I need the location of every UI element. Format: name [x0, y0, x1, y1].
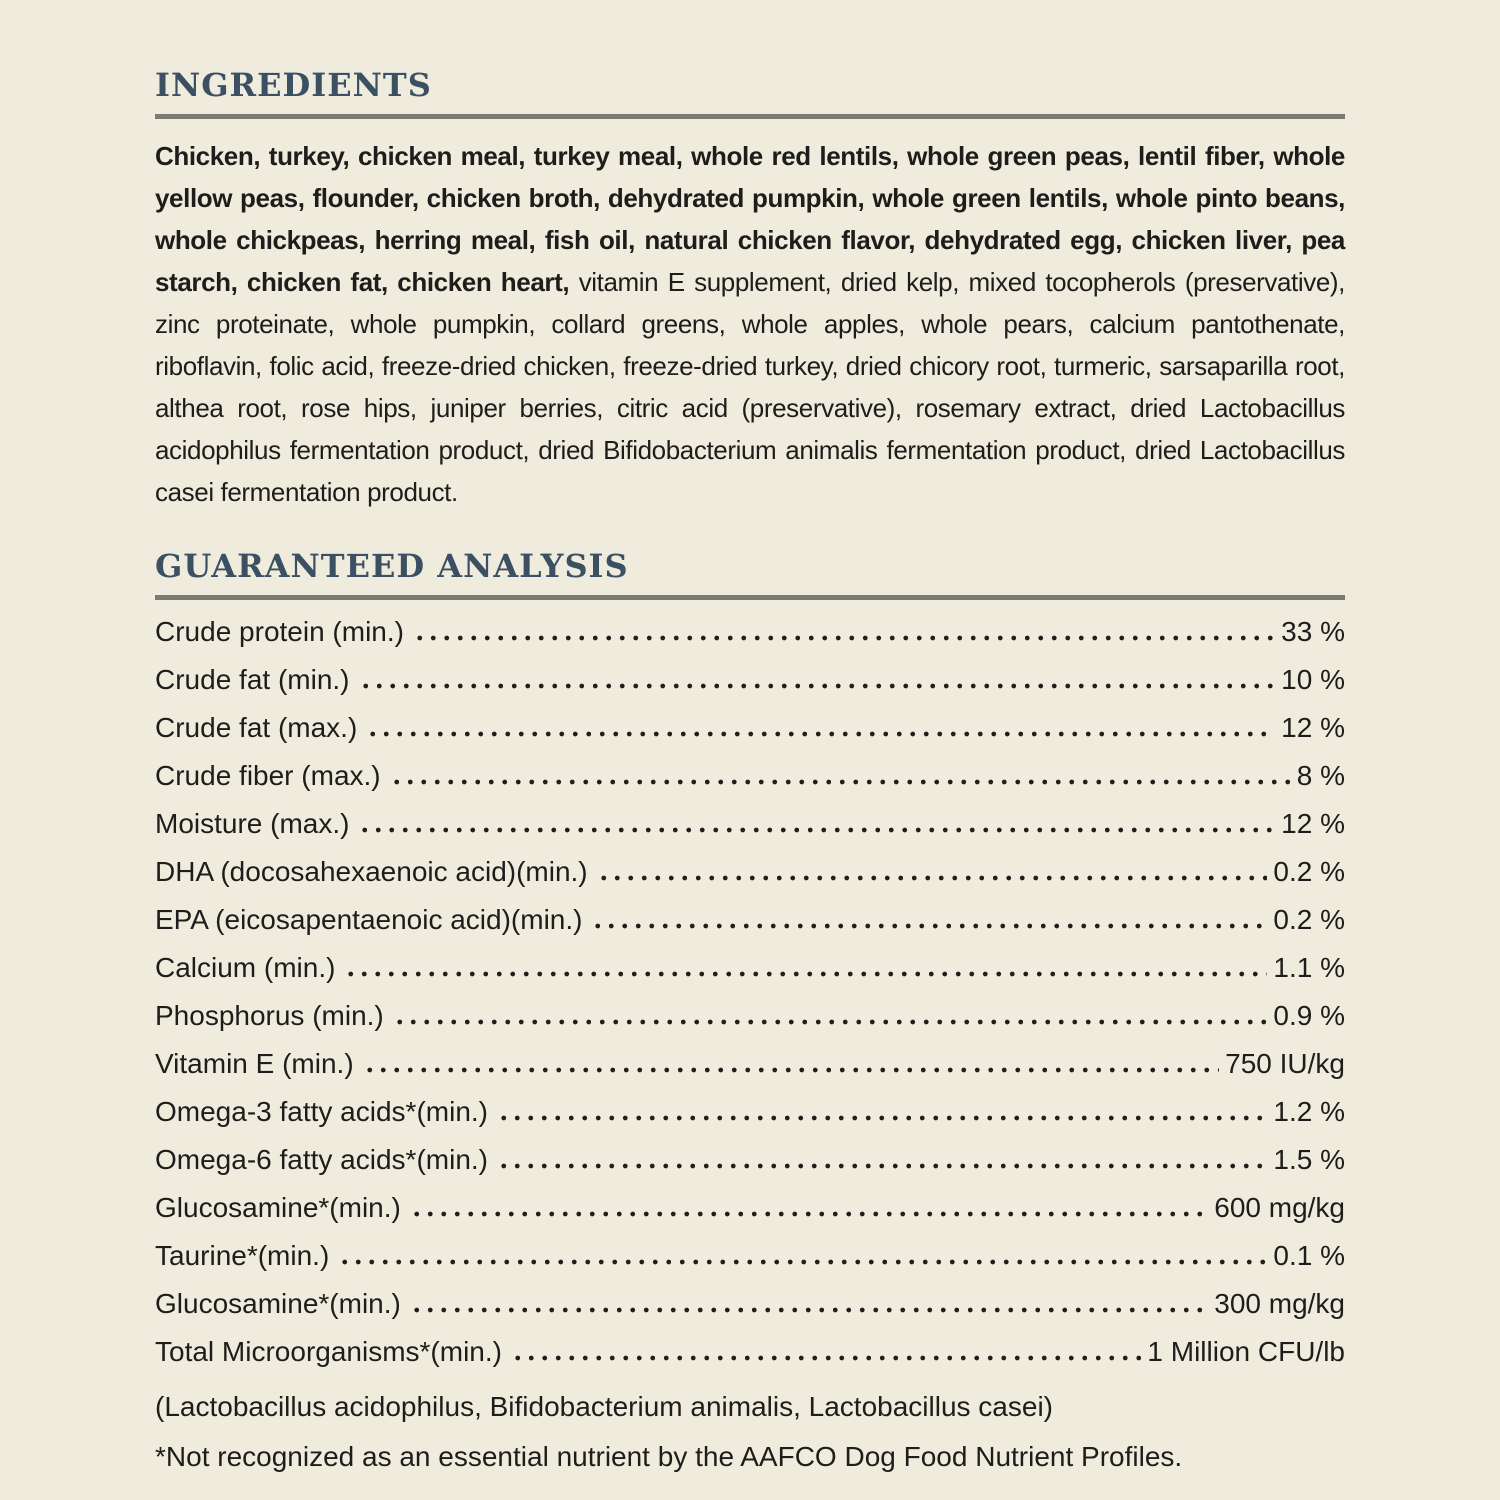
dot-leader: [390, 779, 1291, 785]
analysis-row-value: 1.2 %: [1273, 1096, 1345, 1127]
analysis-row: [155, 1280, 1345, 1328]
analysis-row: [155, 848, 1345, 896]
analysis-row-label: Total Microorganisms*(min.): [155, 1336, 502, 1367]
dot-leader: [497, 1163, 1267, 1169]
analysis-row-label: Calcium (min.): [155, 952, 336, 983]
analysis-row-label: Taurine*(min.): [155, 1240, 330, 1271]
analysis-row: [155, 1328, 1345, 1376]
analysis-row-value: 12 %: [1281, 808, 1345, 839]
dot-leader: [597, 875, 1268, 881]
analysis-row-label: Phosphorus (min.): [155, 1000, 384, 1031]
analysis-row-value: 300 mg/kg: [1214, 1288, 1345, 1319]
ingredients-secondary-text: vitamin E supplement, dried kelp, mixed tocopherols (preservative), zinc proteinate, whole pumpkin, collard greens, whole apples, whole pears, calcium pantothenate, riboflavin, folic acid, freeze-dried chicken, freeze-dried turkey, dried chicory root, turmeric, sarsaparilla root, althea root, rose hips, juniper berries, citric acid (preservative), rosemary extract, dried Lactobacillus acidophilus fermentation product, dried Bifidobacterium animalis fermentation product, dried Lactobacillus casei fermentation product.: [155, 267, 1345, 507]
analysis-row-value: 10 %: [1281, 664, 1345, 695]
dot-leader: [366, 731, 1275, 737]
analysis-row-label: Moisture (max.): [155, 808, 350, 839]
analysis-row-value: 33 %: [1281, 616, 1345, 647]
analysis-row: [155, 608, 1345, 656]
analysis-row-label: Omega-6 fatty acids*(min.): [155, 1144, 488, 1175]
analysis-row: [155, 1232, 1345, 1280]
analysis-row: [155, 1184, 1345, 1232]
aafco-footnote: *Not recognized as an essential nutrient by the AAFCO Dog Food Nutrient Profiles.: [155, 1441, 1183, 1472]
analysis-row-value: 750 IU/kg: [1225, 1048, 1345, 1079]
analysis-row-value: 0.2 %: [1273, 904, 1345, 935]
analysis-row-value: 0.9 %: [1273, 1000, 1345, 1031]
microorganisms-detail: (Lactobacillus acidophilus, Bifidobacterium animalis, Lactobacillus casei): [155, 1391, 1053, 1422]
ingredients-section: [155, 66, 1345, 513]
analysis-row-value: 1 Million CFU/lb: [1147, 1336, 1345, 1367]
analysis-row-value: 12 %: [1281, 712, 1345, 743]
analysis-row-value: 1.1 %: [1273, 952, 1345, 983]
dot-leader: [497, 1115, 1267, 1121]
analysis-row-value: 8 %: [1296, 760, 1345, 791]
pet-food-label: [155, 0, 1345, 1482]
guaranteed-analysis-section: [155, 547, 1345, 1482]
dot-leader: [413, 635, 1275, 641]
analysis-row: [155, 1088, 1345, 1136]
guaranteed-analysis-heading: GUARANTEED ANALYSIS: [155, 547, 629, 585]
analysis-row: [155, 992, 1345, 1040]
dot-leader: [591, 923, 1267, 929]
ingredients-heading: INGREDIENTS: [155, 66, 432, 104]
ingredients-primary-text: Chicken, turkey, chicken meal, turkey meal, whole red lentils, whole green peas, lentil fiber, whole yellow peas, flounder, chicken broth, dehydrated pumpkin, whole green lentils, whole pinto beans, whole chickpeas, herring meal, fish oil, natural chicken flavor, dehydrated egg, chicken liver, pea starch, chicken fat, chicken heart,: [155, 141, 1345, 297]
analysis-row: [155, 896, 1345, 944]
dot-leader: [393, 1019, 1268, 1025]
analysis-row: [155, 944, 1345, 992]
analysis-row-value: 0.1 %: [1273, 1240, 1345, 1271]
analysis-row-value: 0.2 %: [1273, 856, 1345, 887]
analysis-row: [155, 800, 1345, 848]
ingredients-divider: [155, 114, 1345, 119]
analysis-row-label: Glucosamine*(min.): [155, 1192, 401, 1223]
guaranteed-analysis-divider: [155, 595, 1345, 600]
analysis-row-label: Crude fat (min.): [155, 664, 350, 695]
analysis-row-label: Crude fiber (max.): [155, 760, 381, 791]
analysis-row-label: Glucosamine*(min.): [155, 1288, 401, 1319]
dot-leader: [410, 1307, 1208, 1313]
analysis-row-label: Omega-3 fatty acids*(min.): [155, 1096, 488, 1127]
dot-leader: [363, 1067, 1220, 1073]
analysis-row-value: 1.5 %: [1273, 1144, 1345, 1175]
dot-leader: [344, 971, 1267, 977]
analysis-row-label: Crude fat (max.): [155, 712, 358, 743]
analysis-row-label: Crude protein (min.): [155, 616, 404, 647]
analysis-row: [155, 752, 1345, 800]
analysis-row-label: Vitamin E (min.): [155, 1048, 354, 1079]
analysis-row: [155, 1136, 1345, 1184]
dot-leader: [410, 1211, 1208, 1217]
dot-leader: [338, 1259, 1267, 1265]
guaranteed-analysis-table: [155, 608, 1345, 1376]
dot-leader: [511, 1355, 1141, 1361]
analysis-row-label: EPA (eicosapentaenoic acid)(min.): [155, 904, 583, 935]
analysis-row-label: DHA (docosahexaenoic acid)(min.): [155, 856, 588, 887]
dot-leader: [358, 827, 1275, 833]
dot-leader: [359, 683, 1276, 689]
analysis-row: [155, 704, 1345, 752]
analysis-row: [155, 1040, 1345, 1088]
ingredients-paragraph: [155, 135, 1345, 513]
analysis-row: [155, 656, 1345, 704]
analysis-row-value: 600 mg/kg: [1214, 1192, 1345, 1223]
